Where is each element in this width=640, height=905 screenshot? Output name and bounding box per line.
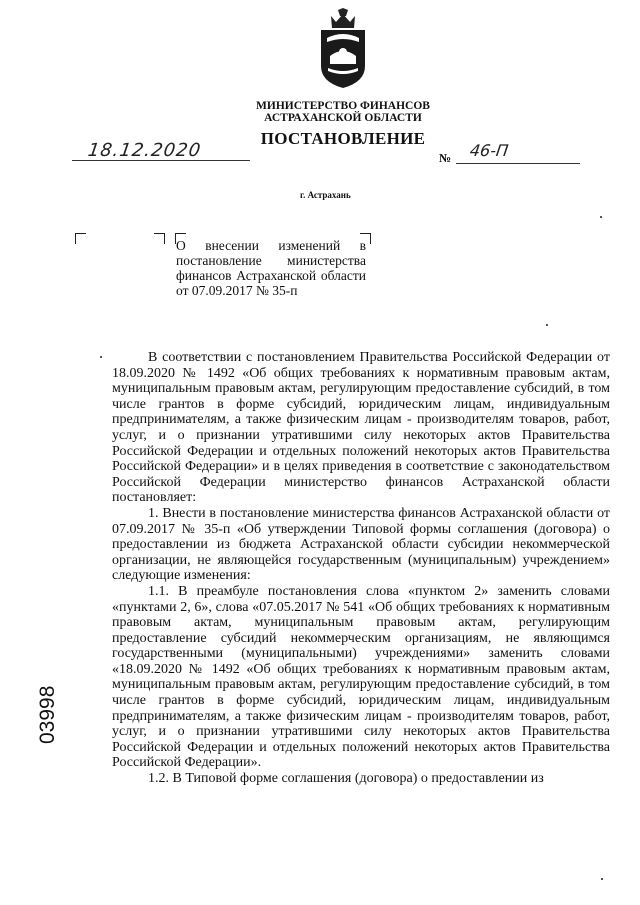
city-name: г. Астрахань [300,190,351,200]
date-underline [72,160,250,161]
clause-1-paragraph: 1. Внести в постановление министерства финансов Астраханской области от 07.09.2017 № 35-п «Об утверждении Типовой формы соглашения (договора) о предоставлении из бюджета Астраханской области субсидии некоммерческой организации, не являющейся государственным (муниципальным) учреждением» следующие изменения: [112,505,610,584]
scan-speck [546,324,548,326]
preamble-paragraph: В соответствии с постановлением Правительства Российской Федерации от 18.09.2020 № 1492 «Об общих требованиях к нормативным правовым актам, муниципальным правовым актам, регулирующим предоставление субсидий, в том числе грантов в форме субсидий, юридическим лицам, индивидуальным предпринимателям, а также физическим лицам - производителям товаров, работ, услуг, и о признании утратившими силу некоторых актов Правительства Российской Федерации и отдельных положений некоторых актов Правительства Российской Федерации» и в целях приведения в соответствие с законодательством Российской Федерации министерство финансов Астраханской области постановляет: [112,350,610,506]
document-subject: О внесении изменений в постановление министерства финансов Астраханской области от 07.09.2017 № 35-п [176,238,366,298]
clause-1-2-paragraph: 1.2. В Типовой форме соглашения (договора) о предоставлении из [148,771,544,787]
coat-of-arms-emblem [318,8,368,90]
number-sign: № [439,151,452,165]
ministry-name [230,100,456,124]
scan-speck [100,356,102,358]
document-body [112,350,610,787]
scan-speck [600,216,602,218]
document-type-title: ПОСТАНОВЛЕНИЕ [260,129,426,148]
scan-speck [601,878,603,880]
ministry-line-2: АСТРАХАНСКОЙ ОБЛАСТИ [264,112,422,124]
corner-mark-top-right [154,233,165,244]
side-registration-number: 03998 [36,685,59,744]
corner-mark-top-left [75,233,86,244]
clause-1-1-paragraph: 1.1. В преамбуле постановления слова «пунктом 2» заменить словами «пунктами 2, 6», слова «07.05.2017 № 541 «Об общих требованиях к нормативным правовым актам, муниципальным правовым актам, регулирующим предоставление субсидий некоммерческим организациям, не являющимся государственными (муниципальными) учреждениями» заменить словами «18.09.2020 № 1492 «Об общих требованиях к нормативным правовым актам, муниципальным правовым актам, регулирующим предоставление субсидий, в том числе грантов в форме субсидий, юридическим лицам, индивидуальным предпринимателям, а также физическим лицам - производителям товаров, работ, услуг, и о признании утратившими силу некоторых актов Правительства Российской Федерации и отдельных положений некоторых актов Правительства Российской Федерации». [112,583,610,771]
number-underline [456,163,580,164]
ministry-line-1: МИНИСТЕРСТВО ФИНАНСОВ [256,100,430,112]
handwritten-date: 18.12.2020 [86,140,203,161]
handwritten-number: 46-П [468,141,510,160]
